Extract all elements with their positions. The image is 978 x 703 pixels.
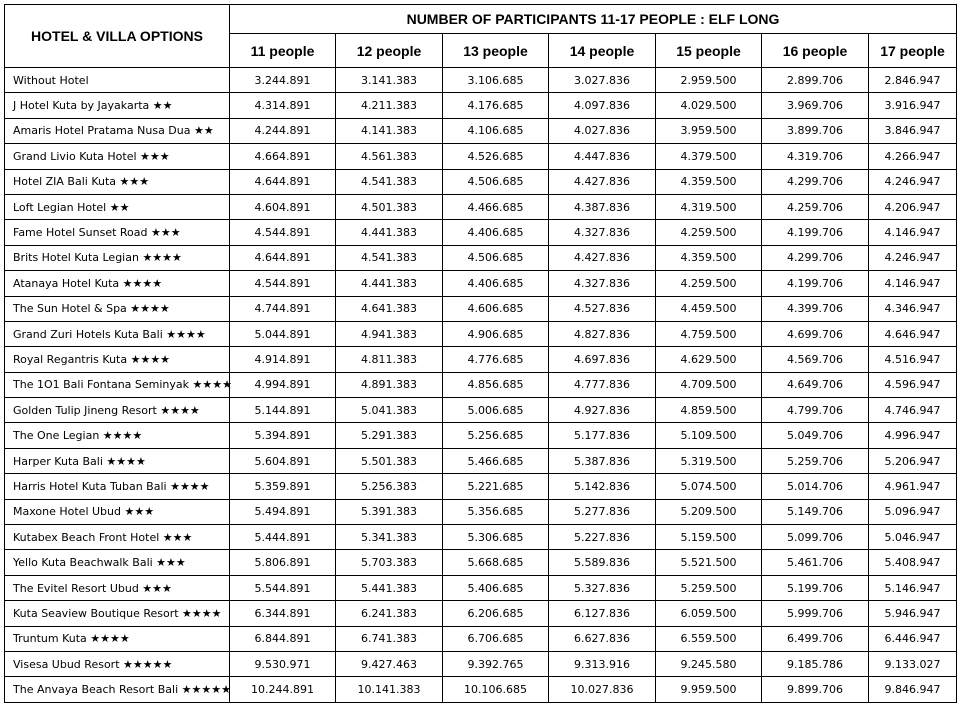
hotel-name-cell: Maxone Hotel Ubud ★★★ [5, 499, 230, 524]
price-cell: 9.427.463 [336, 651, 443, 676]
price-cell: 5.408.947 [869, 550, 957, 575]
price-cell: 5.041.383 [336, 398, 443, 423]
price-cell: 5.341.383 [336, 525, 443, 550]
table-row [5, 347, 957, 372]
price-cell: 5.259.500 [656, 575, 762, 600]
price-cell: 5.806.891 [230, 550, 336, 575]
price-cell: 3.244.891 [230, 68, 336, 93]
price-cell: 4.506.685 [443, 169, 549, 194]
table-body [5, 68, 957, 703]
price-cell: 4.927.836 [549, 398, 656, 423]
price-cell: 5.014.706 [762, 474, 869, 499]
table-row [5, 651, 957, 676]
price-cell: 4.319.500 [656, 194, 762, 219]
price-cell: 4.799.706 [762, 398, 869, 423]
price-cell: 6.559.500 [656, 626, 762, 651]
hotel-name-cell: Truntum Kuta ★★★★ [5, 626, 230, 651]
price-cell: 5.099.706 [762, 525, 869, 550]
price-cell: 5.391.383 [336, 499, 443, 524]
hotel-name-cell: Fame Hotel Sunset Road ★★★ [5, 220, 230, 245]
price-cell: 5.142.836 [549, 474, 656, 499]
price-cell: 4.644.891 [230, 245, 336, 270]
price-cell: 6.446.947 [869, 626, 957, 651]
price-cell: 4.246.947 [869, 245, 957, 270]
hotel-name-cell: Visesa Ubud Resort ★★★★★ [5, 651, 230, 676]
price-cell: 4.759.500 [656, 321, 762, 346]
price-cell: 4.379.500 [656, 144, 762, 169]
table-row [5, 321, 957, 346]
price-cell: 5.277.836 [549, 499, 656, 524]
price-cell: 6.059.500 [656, 601, 762, 626]
table-row [5, 372, 957, 397]
price-cell: 5.501.383 [336, 448, 443, 473]
price-cell: 4.644.891 [230, 169, 336, 194]
price-cell: 4.527.836 [549, 296, 656, 321]
column-header: 15 people [656, 34, 762, 68]
price-cell: 4.811.383 [336, 347, 443, 372]
price-cell: 4.266.947 [869, 144, 957, 169]
table-row [5, 271, 957, 296]
price-cell: 5.044.891 [230, 321, 336, 346]
hotel-name-cell: Harris Hotel Kuta Tuban Bali ★★★★ [5, 474, 230, 499]
table-row [5, 677, 957, 702]
price-cell: 5.221.685 [443, 474, 549, 499]
hotel-name-cell: J Hotel Kuta by Jayakarta ★★ [5, 93, 230, 118]
price-cell: 4.406.685 [443, 271, 549, 296]
price-cell: 5.074.500 [656, 474, 762, 499]
price-cell: 10.027.836 [549, 677, 656, 702]
price-cell: 2.846.947 [869, 68, 957, 93]
price-cell: 4.299.706 [762, 245, 869, 270]
column-header: 16 people [762, 34, 869, 68]
price-cell: 4.641.383 [336, 296, 443, 321]
price-cell: 4.259.500 [656, 271, 762, 296]
hotel-options-header: HOTEL & VILLA OPTIONS [5, 5, 230, 68]
price-cell: 4.176.685 [443, 93, 549, 118]
price-cell: 3.846.947 [869, 118, 957, 143]
price-cell: 3.969.706 [762, 93, 869, 118]
price-cell: 5.703.383 [336, 550, 443, 575]
table-row [5, 68, 957, 93]
hotel-name-cell: Harper Kuta Bali ★★★★ [5, 448, 230, 473]
price-cell: 4.629.500 [656, 347, 762, 372]
price-cell: 4.891.383 [336, 372, 443, 397]
price-cell: 3.899.706 [762, 118, 869, 143]
price-cell: 4.459.500 [656, 296, 762, 321]
table-row [5, 118, 957, 143]
hotel-name-cell: The 1O1 Bali Fontana Seminyak ★★★★ [5, 372, 230, 397]
price-cell: 5.209.500 [656, 499, 762, 524]
price-cell: 3.106.685 [443, 68, 549, 93]
price-cell: 5.256.383 [336, 474, 443, 499]
price-table [4, 4, 957, 703]
price-cell: 9.392.765 [443, 651, 549, 676]
price-cell: 4.427.836 [549, 245, 656, 270]
column-header: 12 people [336, 34, 443, 68]
price-cell: 4.327.836 [549, 271, 656, 296]
price-cell: 4.106.685 [443, 118, 549, 143]
price-cell: 4.914.891 [230, 347, 336, 372]
price-cell: 4.501.383 [336, 194, 443, 219]
price-cell: 4.544.891 [230, 220, 336, 245]
price-cell: 4.541.383 [336, 169, 443, 194]
price-cell: 4.029.500 [656, 93, 762, 118]
price-cell: 4.506.685 [443, 245, 549, 270]
price-cell: 4.859.500 [656, 398, 762, 423]
column-header: 13 people [443, 34, 549, 68]
price-cell: 4.961.947 [869, 474, 957, 499]
table-row [5, 550, 957, 575]
price-cell: 4.146.947 [869, 271, 957, 296]
price-cell: 5.999.706 [762, 601, 869, 626]
price-cell: 4.649.706 [762, 372, 869, 397]
price-cell: 4.856.685 [443, 372, 549, 397]
price-cell: 5.206.947 [869, 448, 957, 473]
price-cell: 4.427.836 [549, 169, 656, 194]
hotel-name-cell: Loft Legian Hotel ★★ [5, 194, 230, 219]
price-cell: 3.916.947 [869, 93, 957, 118]
price-cell: 9.133.027 [869, 651, 957, 676]
hotel-name-cell: The Sun Hotel & Spa ★★★★ [5, 296, 230, 321]
price-cell: 9.959.500 [656, 677, 762, 702]
table-row [5, 245, 957, 270]
column-header: 14 people [549, 34, 656, 68]
price-cell: 4.141.383 [336, 118, 443, 143]
price-cell: 4.199.706 [762, 271, 869, 296]
price-cell: 5.466.685 [443, 448, 549, 473]
price-cell: 4.027.836 [549, 118, 656, 143]
price-cell: 6.844.891 [230, 626, 336, 651]
price-cell: 4.569.706 [762, 347, 869, 372]
price-cell: 9.899.706 [762, 677, 869, 702]
price-cell: 10.106.685 [443, 677, 549, 702]
price-cell: 4.526.685 [443, 144, 549, 169]
price-cell: 6.499.706 [762, 626, 869, 651]
hotel-name-cell: Hotel ZIA Bali Kuta ★★★ [5, 169, 230, 194]
price-cell: 5.319.500 [656, 448, 762, 473]
price-cell: 6.127.836 [549, 601, 656, 626]
table-row [5, 601, 957, 626]
price-cell: 5.604.891 [230, 448, 336, 473]
price-cell: 5.461.706 [762, 550, 869, 575]
price-cell: 5.544.891 [230, 575, 336, 600]
price-cell: 5.006.685 [443, 398, 549, 423]
price-cell: 4.646.947 [869, 321, 957, 346]
table-row [5, 194, 957, 219]
table-row [5, 220, 957, 245]
hotel-name-cell: The Evitel Resort Ubud ★★★ [5, 575, 230, 600]
price-cell: 9.185.786 [762, 651, 869, 676]
price-cell: 4.447.836 [549, 144, 656, 169]
price-cell: 4.314.891 [230, 93, 336, 118]
price-cell: 4.996.947 [869, 423, 957, 448]
price-cell: 10.244.891 [230, 677, 336, 702]
price-cell: 9.245.580 [656, 651, 762, 676]
price-cell: 6.706.685 [443, 626, 549, 651]
price-cell: 4.604.891 [230, 194, 336, 219]
hotel-name-cell: Kutabex Beach Front Hotel ★★★ [5, 525, 230, 550]
price-cell: 4.746.947 [869, 398, 957, 423]
price-cell: 9.846.947 [869, 677, 957, 702]
price-cell: 4.699.706 [762, 321, 869, 346]
price-cell: 5.406.685 [443, 575, 549, 600]
table-row [5, 474, 957, 499]
price-cell: 5.946.947 [869, 601, 957, 626]
price-cell: 5.494.891 [230, 499, 336, 524]
hotel-name-cell: Grand Livio Kuta Hotel ★★★ [5, 144, 230, 169]
hotel-name-cell: Royal Regantris Kuta ★★★★ [5, 347, 230, 372]
table-row [5, 423, 957, 448]
price-cell: 5.146.947 [869, 575, 957, 600]
table-row [5, 93, 957, 118]
price-cell: 4.596.947 [869, 372, 957, 397]
price-cell: 4.319.706 [762, 144, 869, 169]
price-cell: 4.346.947 [869, 296, 957, 321]
price-cell: 4.441.383 [336, 220, 443, 245]
price-cell: 4.744.891 [230, 296, 336, 321]
price-cell: 5.668.685 [443, 550, 549, 575]
price-cell: 5.359.891 [230, 474, 336, 499]
price-cell: 4.387.836 [549, 194, 656, 219]
price-cell: 4.359.500 [656, 245, 762, 270]
price-cell: 4.206.947 [869, 194, 957, 219]
price-cell: 4.827.836 [549, 321, 656, 346]
price-cell: 5.159.500 [656, 525, 762, 550]
price-cell: 4.544.891 [230, 271, 336, 296]
price-cell: 3.141.383 [336, 68, 443, 93]
hotel-name-cell: Golden Tulip Jineng Resort ★★★★ [5, 398, 230, 423]
price-cell: 4.906.685 [443, 321, 549, 346]
price-cell: 5.109.500 [656, 423, 762, 448]
table-row [5, 169, 957, 194]
price-cell: 5.291.383 [336, 423, 443, 448]
price-cell: 5.049.706 [762, 423, 869, 448]
price-cell: 2.959.500 [656, 68, 762, 93]
price-cell: 5.227.836 [549, 525, 656, 550]
price-cell: 9.313.916 [549, 651, 656, 676]
price-cell: 4.259.706 [762, 194, 869, 219]
price-cell: 3.959.500 [656, 118, 762, 143]
price-cell: 5.259.706 [762, 448, 869, 473]
table-row [5, 398, 957, 423]
price-cell: 4.941.383 [336, 321, 443, 346]
table-row [5, 525, 957, 550]
price-cell: 3.027.836 [549, 68, 656, 93]
price-cell: 5.177.836 [549, 423, 656, 448]
price-cell: 5.306.685 [443, 525, 549, 550]
participants-group-header: NUMBER OF PARTICIPANTS 11-17 PEOPLE : ELF LONG [230, 5, 957, 34]
price-cell: 2.899.706 [762, 68, 869, 93]
price-cell: 4.146.947 [869, 220, 957, 245]
price-cell: 4.211.383 [336, 93, 443, 118]
price-cell: 4.244.891 [230, 118, 336, 143]
price-cell: 5.149.706 [762, 499, 869, 524]
table-row [5, 575, 957, 600]
table-row [5, 144, 957, 169]
price-cell: 5.096.947 [869, 499, 957, 524]
price-cell: 6.627.836 [549, 626, 656, 651]
price-cell: 4.697.836 [549, 347, 656, 372]
price-cell: 5.394.891 [230, 423, 336, 448]
price-cell: 4.441.383 [336, 271, 443, 296]
price-cell: 5.199.706 [762, 575, 869, 600]
hotel-name-cell: Grand Zuri Hotels Kuta Bali ★★★★ [5, 321, 230, 346]
table-row [5, 448, 957, 473]
price-cell: 4.359.500 [656, 169, 762, 194]
price-cell: 4.776.685 [443, 347, 549, 372]
price-cell: 4.399.706 [762, 296, 869, 321]
hotel-name-cell: Kuta Seaview Boutique Resort ★★★★ [5, 601, 230, 626]
price-cell: 5.046.947 [869, 525, 957, 550]
hotel-name-cell: The One Legian ★★★★ [5, 423, 230, 448]
price-cell: 4.541.383 [336, 245, 443, 270]
price-cell: 5.589.836 [549, 550, 656, 575]
price-cell: 5.441.383 [336, 575, 443, 600]
price-cell: 5.444.891 [230, 525, 336, 550]
price-cell: 5.256.685 [443, 423, 549, 448]
hotel-name-cell: Amaris Hotel Pratama Nusa Dua ★★ [5, 118, 230, 143]
price-cell: 10.141.383 [336, 677, 443, 702]
price-cell: 4.777.836 [549, 372, 656, 397]
column-header: 17 people [869, 34, 957, 68]
hotel-name-cell: Yello Kuta Beachwalk Bali ★★★ [5, 550, 230, 575]
price-cell: 9.530.971 [230, 651, 336, 676]
price-cell: 4.259.500 [656, 220, 762, 245]
price-cell: 4.606.685 [443, 296, 549, 321]
table-row [5, 626, 957, 651]
price-cell: 4.097.836 [549, 93, 656, 118]
price-cell: 5.387.836 [549, 448, 656, 473]
price-cell: 4.199.706 [762, 220, 869, 245]
price-cell: 4.709.500 [656, 372, 762, 397]
price-cell: 6.344.891 [230, 601, 336, 626]
price-cell: 4.327.836 [549, 220, 656, 245]
price-cell: 5.144.891 [230, 398, 336, 423]
price-cell: 4.994.891 [230, 372, 336, 397]
price-cell: 5.327.836 [549, 575, 656, 600]
price-cell: 4.561.383 [336, 144, 443, 169]
hotel-name-cell: Atanaya Hotel Kuta ★★★★ [5, 271, 230, 296]
price-cell: 4.516.947 [869, 347, 957, 372]
price-cell: 4.664.891 [230, 144, 336, 169]
hotel-name-cell: The Anvaya Beach Resort Bali ★★★★★ [5, 677, 230, 702]
hotel-name-cell: Without Hotel [5, 68, 230, 93]
price-cell: 5.521.500 [656, 550, 762, 575]
column-header: 11 people [230, 34, 336, 68]
table-row [5, 499, 957, 524]
price-cell: 4.406.685 [443, 220, 549, 245]
price-cell: 6.206.685 [443, 601, 549, 626]
table-row [5, 296, 957, 321]
hotel-name-cell: Brits Hotel Kuta Legian ★★★★ [5, 245, 230, 270]
price-cell: 6.241.383 [336, 601, 443, 626]
price-cell: 4.246.947 [869, 169, 957, 194]
price-cell: 6.741.383 [336, 626, 443, 651]
price-cell: 5.356.685 [443, 499, 549, 524]
price-cell: 4.299.706 [762, 169, 869, 194]
price-cell: 4.466.685 [443, 194, 549, 219]
